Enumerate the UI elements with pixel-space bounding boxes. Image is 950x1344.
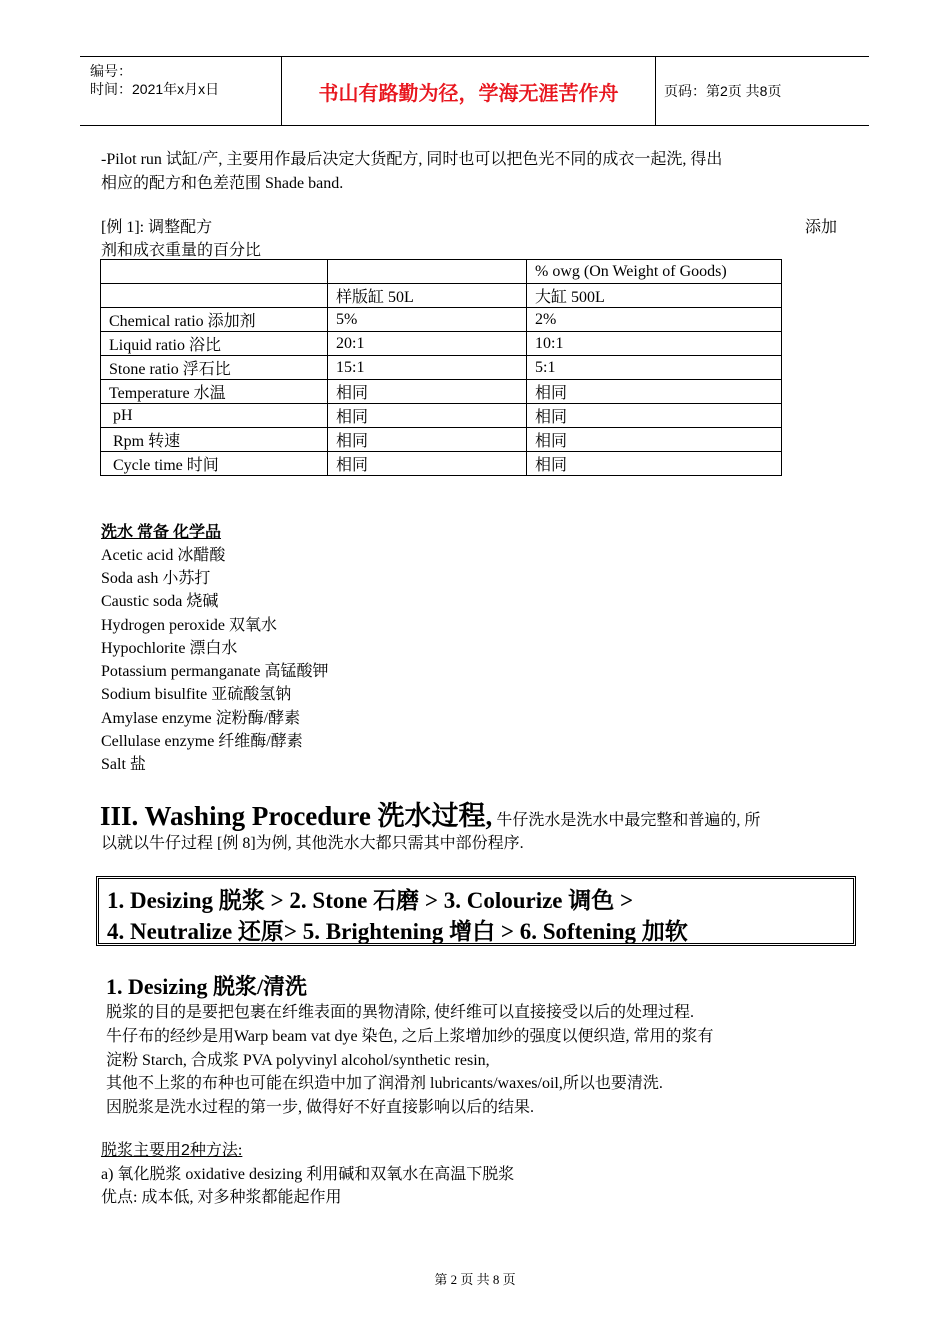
table-row — [101, 308, 782, 332]
table-cell: 5:1 — [527, 356, 782, 380]
table-cell: Temperature 水温 — [101, 380, 328, 404]
table-cell: Stone ratio 浮石比 — [101, 356, 328, 380]
table-cell: Liquid ratio 浴比 — [101, 332, 328, 356]
document-time-label: 时间：2021年x月x日 — [90, 81, 220, 97]
table-subheader-row — [101, 284, 782, 308]
list-item: Salt 盐 — [101, 756, 146, 773]
table-row — [101, 404, 782, 428]
table-cell: 相同 — [328, 452, 527, 476]
table-cell: 相同 — [527, 380, 782, 404]
table-cell: 相同 — [527, 452, 782, 476]
table-cell: 相同 — [328, 404, 527, 428]
section-3-intro: 牛仔洗水是洗水中最完整和普遍的, 所 — [492, 812, 761, 829]
desizing-paragraph-line: 因脱浆是洗水过程的第一步, 做得好不好直接影响以后的结果. — [106, 1099, 535, 1116]
table-row — [101, 356, 782, 380]
list-item: Potassium permanganate 高锰酸钾 — [101, 663, 329, 680]
desizing-paragraph-line: 脱浆的目的是要把包裹在纤维表面的異物清除, 使纤维可以直接接受以后的处理过程. — [106, 1004, 695, 1021]
example-1-title: [例 1]: 调整配方 — [101, 219, 213, 236]
table-cell — [101, 260, 328, 284]
desizing-methods-label — [101, 1139, 242, 1163]
chemicals-title: 洗水 常备 化学品 — [101, 524, 222, 541]
example-1-title-end: 添加 — [805, 219, 838, 236]
table-row — [101, 452, 782, 476]
table-cell: 5% — [328, 308, 527, 332]
desizing-methods-prefix: 脱浆主要用 — [101, 1142, 182, 1159]
table-cell: 10:1 — [527, 332, 782, 356]
table-header-row — [101, 260, 782, 284]
desizing-method-a: a) 氧化脱浆 oxidative desizing 利用碱和双氧水在高温下脱浆 — [101, 1166, 515, 1183]
table-cell: Chemical ratio 添加剂 — [101, 308, 328, 332]
procedure-steps-box — [96, 876, 856, 946]
desizing-heading: 1. Desizing 脱浆/清洗 — [106, 974, 308, 999]
desizing-paragraph-line: 淀粉 Starch, 合成浆 PVA polyvinyl alcohol/synthetic resin, — [106, 1052, 490, 1069]
table-cell: 2% — [527, 308, 782, 332]
desizing-advantage: 优点: 成本低, 对多种浆都能起作用 — [101, 1189, 342, 1206]
section-3-title: III. Washing Procedure 洗水过程, — [100, 801, 493, 831]
header-meta — [80, 57, 280, 125]
example-1-subtitle: 剂和成衣重量的百分比 — [101, 242, 262, 259]
list-item: Hypochlorite 漂白水 — [101, 640, 238, 657]
table-header-owg: % owg (On Weight of Goods) — [527, 260, 782, 284]
table-cell: 相同 — [328, 380, 527, 404]
header-page-info: 页码：第2页 共8页 — [664, 83, 782, 99]
pilot-run-line-2: 相应的配方和色差范围 Shade band. — [101, 175, 344, 192]
document-number-label: 编号： — [90, 63, 132, 79]
list-item: Caustic soda 烧碱 — [101, 593, 219, 610]
table-row — [101, 380, 782, 404]
header-motto: 书山有路勤为径，学海无涯苦作舟 — [281, 57, 656, 125]
desizing-methods-suffix: 种方法: — [189, 1142, 243, 1159]
table-row — [101, 428, 782, 452]
ratio-table — [100, 259, 782, 476]
table-cell: 15:1 — [328, 356, 527, 380]
section-3-intro-line-2: 以就以牛仔过程 [例 8]为例, 其他洗水大都只需其中部份程序. — [101, 835, 524, 852]
table-cell: Rpm 转速 — [101, 428, 328, 452]
list-item: Hydrogen peroxide 双氧水 — [101, 617, 277, 634]
table-cell: 20:1 — [328, 332, 527, 356]
page-header — [80, 56, 869, 126]
table-cell — [101, 284, 328, 308]
list-item: Cellulase enzyme 纤维酶/酵素 — [101, 733, 303, 750]
table-cell: 相同 — [527, 404, 782, 428]
desizing-paragraph-line: 其他不上浆的布种也可能在织造中加了润滑剂 lubricants/waxes/oil,所以也要清洗. — [106, 1075, 663, 1092]
table-cell: 相同 — [527, 428, 782, 452]
table-cell: pH — [101, 404, 328, 428]
table-header-sample-tank: 样版缸 50L — [328, 284, 527, 308]
table-cell — [328, 260, 527, 284]
table-header-bulk-tank: 大缸 500L — [527, 284, 782, 308]
pilot-run-line-1: -Pilot run 试缸/产, 主要用作最后决定大货配方, 同时也可以把色光不同的成衣一起洗, 得出 — [101, 151, 723, 168]
procedure-steps-line-1: 1. Desizing 脱浆 > 2. Stone 石磨 > 3. Colourize 调色 > — [107, 888, 634, 913]
desizing-methods-count: 2 — [181, 1142, 190, 1159]
table-row — [101, 332, 782, 356]
list-item: Soda ash 小苏打 — [101, 570, 211, 587]
list-item: Acetic acid 冰醋酸 — [101, 547, 226, 564]
table-cell: Cycle time 时间 — [101, 452, 328, 476]
list-item: Sodium bisulfite 亚硫酸氢钠 — [101, 686, 292, 703]
table-cell: 相同 — [328, 428, 527, 452]
desizing-paragraph-line: 牛仔布的经纱是用Warp beam vat dye 染色, 之后上浆增加纱的强度以便织造, 常用的浆有 — [106, 1028, 714, 1045]
list-item: Amylase enzyme 淀粉酶/酵素 — [101, 710, 301, 727]
procedure-steps-line-2: 4. Neutralize 还原> 5. Brightening 增白 > 6. Softening 加软 — [107, 919, 688, 944]
page-footer: 第 2 页 共 8 页 — [434, 1272, 516, 1287]
